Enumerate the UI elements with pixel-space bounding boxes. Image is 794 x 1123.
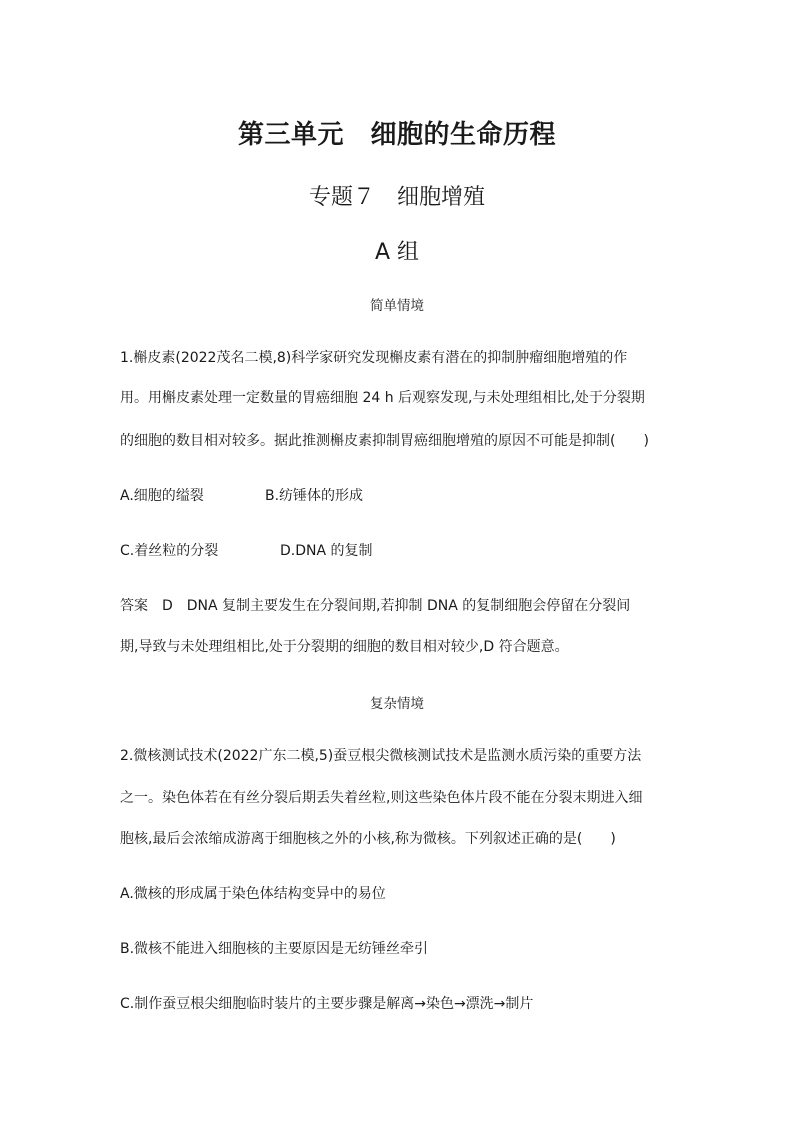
question-1-line-2: 用。用槲皮素处理一定数量的胃癌细胞 24 h 后观察发现,与未处理组相比,处于分裂期 [120,390,645,406]
question-2-option-b: B.微核不能进入细胞核的主要原因是无纺锤丝牵引 [120,941,429,957]
question-1-line-1: 1.槲皮素(2022茂名二模,8)科学家研究发现槲皮素有潜在的抑制肿瘤细胞增殖的作 [120,350,628,366]
question-1-answer-line-2: 期,导致与未处理组相比,处于分裂期的细胞的数目相对较少,D 符合题意。 [120,639,569,655]
question-2-line-3: 胞核,最后会浓缩成游离于细胞核之外的小核,称为微核。下列叙述正确的是( ) [120,831,616,847]
question-1-option-d: D.DNA 的复制 [280,543,373,559]
group-title: A 组 [374,240,420,265]
question-1-line-3: 的细胞的数目相对较多。据此推测槲皮素抑制胃癌细胞增殖的原因不可能是抑制( ) [120,433,649,449]
question-1-answer-line-1: 答案 D DNA 复制主要发生在分裂间期,若抑制 DNA 的复制细胞会停留在分裂间 [120,598,631,614]
question-2-line-2: 之一。染色体若在有丝分裂后期丢失着丝粒,则这些染色体片段不能在分裂末期进入细 [120,790,643,806]
question-2-option-c: C.制作蚕豆根尖细胞临时装片的主要步骤是解离→染色→漂洗→制片 [120,996,534,1012]
question-1-option-c: C.着丝粒的分裂 [120,543,219,559]
section-label-complex: 复杂情境 [370,696,424,712]
unit-title: 第三单元 细胞的生命历程 [237,120,556,150]
question-2-line-1: 2.微核测试技术(2022广东二模,5)蚕豆根尖微核测试技术是监测水质污染的重要方法 [120,748,642,764]
question-1-option-a: A.细胞的缢裂 [120,488,204,504]
section-label-simple: 简单情境 [370,298,424,314]
topic-title: 专题７ 细胞增殖 [308,185,485,210]
question-2-option-a: A.微核的形成属于染色体结构变异中的易位 [120,886,386,902]
question-1-option-b: B.纺锤体的形成 [265,488,364,504]
